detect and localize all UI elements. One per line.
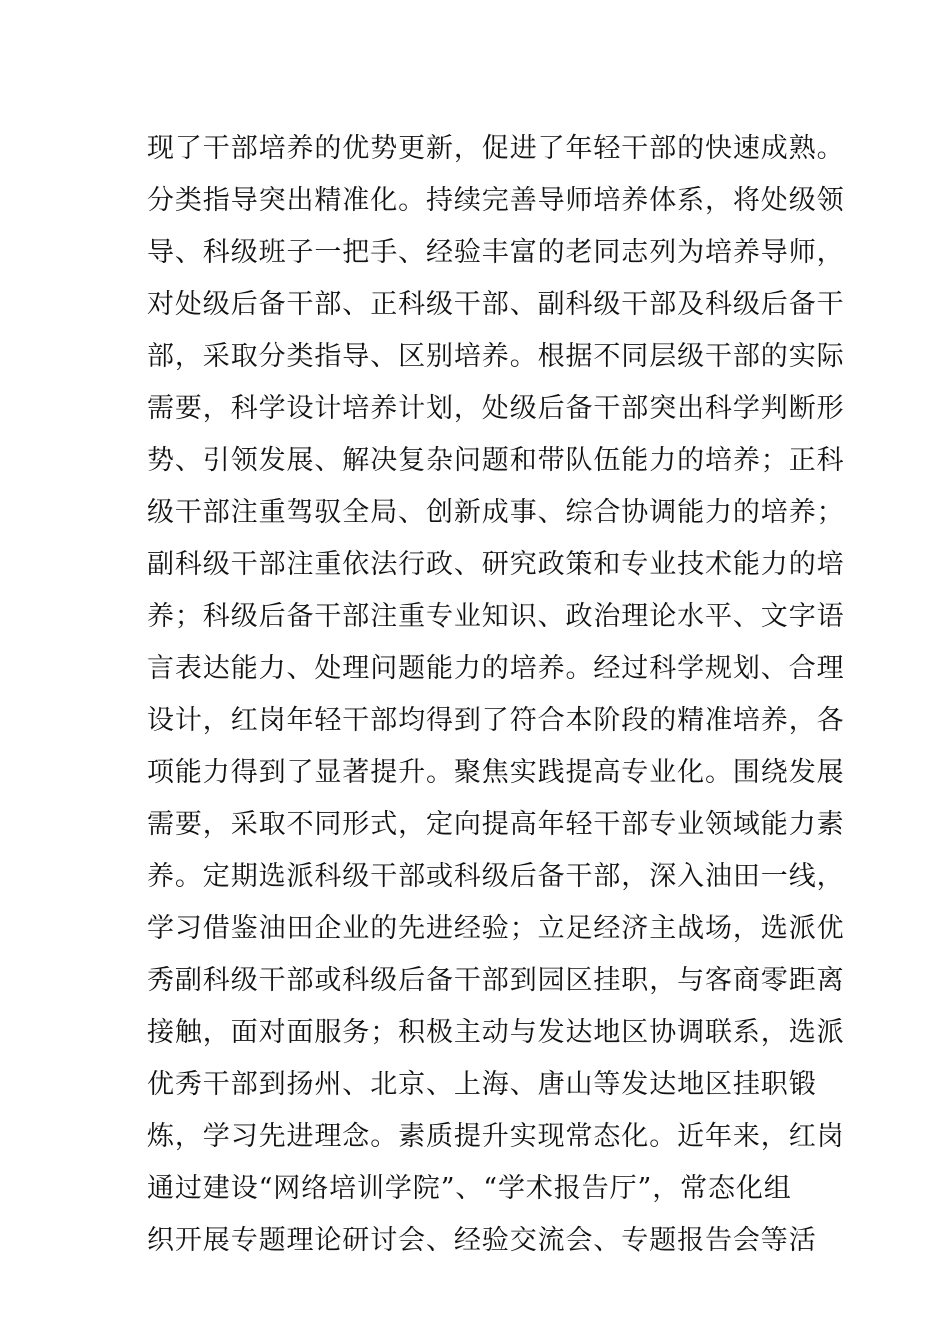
text-line: 级干部注重驾驭全局、创新成事、综合协调能力的培养； [147,497,845,528]
text-line: 养；科级后备干部注重专业知识、政治理论水平、文字语 [147,601,845,632]
text-line: 项能力得到了显著提升。聚焦实践提高专业化。围绕发展 [147,757,845,788]
text-line: 设计，红岗年轻干部均得到了符合本阶段的精准培养，各 [147,705,845,736]
text-line: 通过建设“网络培训学院”、“学术报告厅”，常态化组 [147,1173,792,1204]
text-line: 言表达能力、处理问题能力的培养。经过科学规划、合理 [147,653,845,684]
text-line: 导、科级班子一把手、经验丰富的老同志列为培养导师， [147,237,845,268]
text-line: 对处级后备干部、正科级干部、副科级干部及科级后备干 [147,289,845,320]
text-line: 秀副科级干部或科级后备干部到园区挂职，与客商零距离 [147,965,845,996]
text-line: 优秀干部到扬州、北京、上海、唐山等发达地区挂职锻 [147,1069,817,1100]
text-line: 需要，采取不同形式，定向提高年轻干部专业领域能力素 [147,809,845,840]
text-line: 副科级干部注重依法行政、研究政策和专业技术能力的培 [147,549,845,580]
text-line: 织开展专题理论研讨会、经验交流会、专题报告会等活 [147,1225,817,1256]
text-line: 现了干部培养的优势更新，促进了年轻干部的快速成熟。 [147,133,845,164]
text-line: 接触，面对面服务；积极主动与发达地区协调联系，选派 [147,1017,845,1048]
text-line: 养。定期选派科级干部或科级后备干部，深入油田一线， [147,861,845,892]
text-line: 学习借鉴油田企业的先进经验；立足经济主战场，选派优 [147,913,845,944]
text-line: 势、引领发展、解决复杂问题和带队伍能力的培养；正科 [147,445,845,476]
text-line: 需要，科学设计培养计划，处级后备干部突出科学判断形 [147,393,845,424]
text-line: 分类指导突出精准化。持续完善导师培养体系，将处级领 [147,185,845,216]
text-line: 部，采取分类指导、区别培养。根据不同层级干部的实际 [147,341,845,372]
text-line: 炼，学习先进理念。素质提升实现常态化。近年来，红岗 [147,1121,845,1152]
body-paragraph [147,123,845,1267]
